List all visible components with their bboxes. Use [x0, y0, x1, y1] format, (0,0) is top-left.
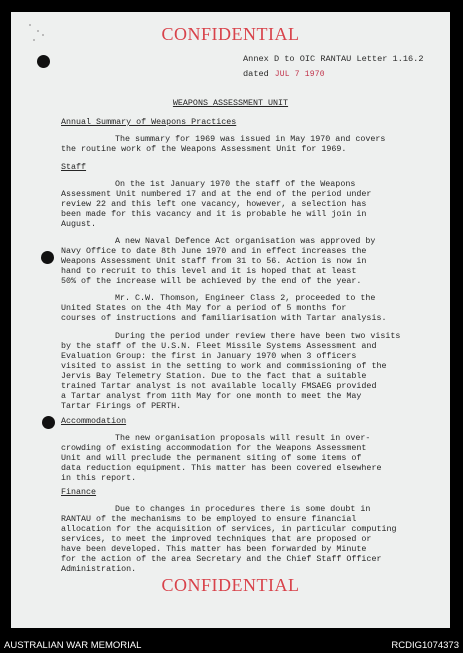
paragraph-line: a Tartar analyst from 11th May for one month to meet the May: [61, 391, 362, 401]
section-heading: Finance: [61, 487, 97, 497]
paragraph-line: in this report.: [61, 473, 137, 483]
paragraph-line: Evaluation Group: the first in January 1970 when 3 officers: [61, 351, 357, 361]
section-heading: Accommodation: [61, 416, 127, 426]
paragraph-line: review 22 and this left one vacancy, however, a selection has: [61, 199, 367, 209]
paragraph-line: RANTAU of the mechanisms to be employed to ensure financial: [61, 514, 357, 524]
paragraph-line: been made for this vacancy and it is probable he will join in: [61, 209, 367, 219]
paragraph-line: Weapons Assessment Unit staff from 31 to 56. Action is now in: [61, 256, 367, 266]
paragraph-line: Unit and will preclude the permanent siting of some items of: [61, 453, 362, 463]
section-heading: Staff: [61, 162, 87, 172]
paragraph-line: The new organisation proposals will result in over-: [115, 433, 371, 443]
document-body: [11, 12, 450, 628]
paragraph-line: visited to assist in the setting to work and commissioning of the: [61, 361, 387, 371]
paragraph-line: have been developed. This matter has been forwarded by Minute: [61, 544, 367, 554]
paragraph-line: by the staff of the U.S.N. Fleet Missile Systems Assessment and: [61, 341, 377, 351]
paragraph-line: Due to changes in procedures there is some doubt in: [115, 504, 371, 514]
paragraph-line: Tartar Firings of PERTH.: [61, 401, 182, 411]
paragraph-line: Navy Office to date 8th June 1970 and in effect increases the: [61, 246, 367, 256]
paragraph-line: Administration.: [61, 564, 137, 574]
section-heading: Annual Summary of Weapons Practices: [61, 117, 237, 127]
document-page: [11, 12, 450, 628]
paragraph-line: August.: [61, 219, 97, 229]
confidential-stamp-top: CONFIDENTIAL: [161, 24, 300, 44]
paragraph-line: data reduction equipment. This matter has been covered elsewhere: [61, 463, 382, 473]
paragraph-line: United States on the 4th May for a period of 5 months for: [61, 303, 347, 313]
paragraph-line: During the period under review there have been two visits: [115, 331, 401, 341]
paragraph-line: allocation for the acquisition of services, in particular computing: [61, 524, 397, 534]
dated-stamp: JUL 7 1970: [274, 70, 325, 79]
paragraph-line: the routine work of the Weapons Assessment Unit for 1969.: [61, 144, 347, 154]
paragraph-line: hand to recruit to this level and it is hoped that at least: [61, 266, 357, 276]
paragraph-line: for the action of the area Secretary and the Chief Staff Officer: [61, 554, 382, 564]
paragraph-line: trained Tartar analyst is not available locally FMSAEG provided: [61, 381, 377, 391]
paragraph-line: courses of instructions and familiarisation with Tartar analysis.: [61, 313, 387, 323]
paragraph-line: Assessment Unit numbered 17 and at the end of the period under: [61, 189, 372, 199]
archive-footer: [0, 640, 463, 653]
paragraph-line: services, to meet the improved techniques that are proposed or: [61, 534, 372, 544]
annex-reference: Annex D to OIC RANTAU Letter 1.16.2: [243, 54, 424, 64]
paragraph-line: Mr. C.W. Thomson, Engineer Class 2, proceeded to the: [115, 293, 376, 303]
paragraph-line: A new Naval Defence Act organisation was approved by: [115, 236, 376, 246]
archive-name: AUSTRALIAN WAR MEMORIAL: [4, 640, 142, 651]
paragraph-line: 50% of the increase will be achieved by the end of the year.: [61, 276, 362, 286]
archive-id: RCDIG1074373: [391, 640, 459, 651]
confidential-stamp-bottom: CONFIDENTIAL: [161, 575, 300, 595]
document-title: WEAPONS ASSESSMENT UNIT: [172, 98, 289, 108]
paragraph-line: Jervis Bay Telemetry Station. Due to the fact that a suitable: [61, 371, 367, 381]
paragraph-line: On the 1st January 1970 the staff of the Weapons: [115, 179, 356, 189]
paragraph-line: crowding of existing accommodation for the Weapons Assessment: [61, 443, 367, 453]
dated-label: dated: [243, 69, 269, 79]
paragraph-line: The summary for 1969 was issued in May 1970 and covers: [115, 134, 386, 144]
